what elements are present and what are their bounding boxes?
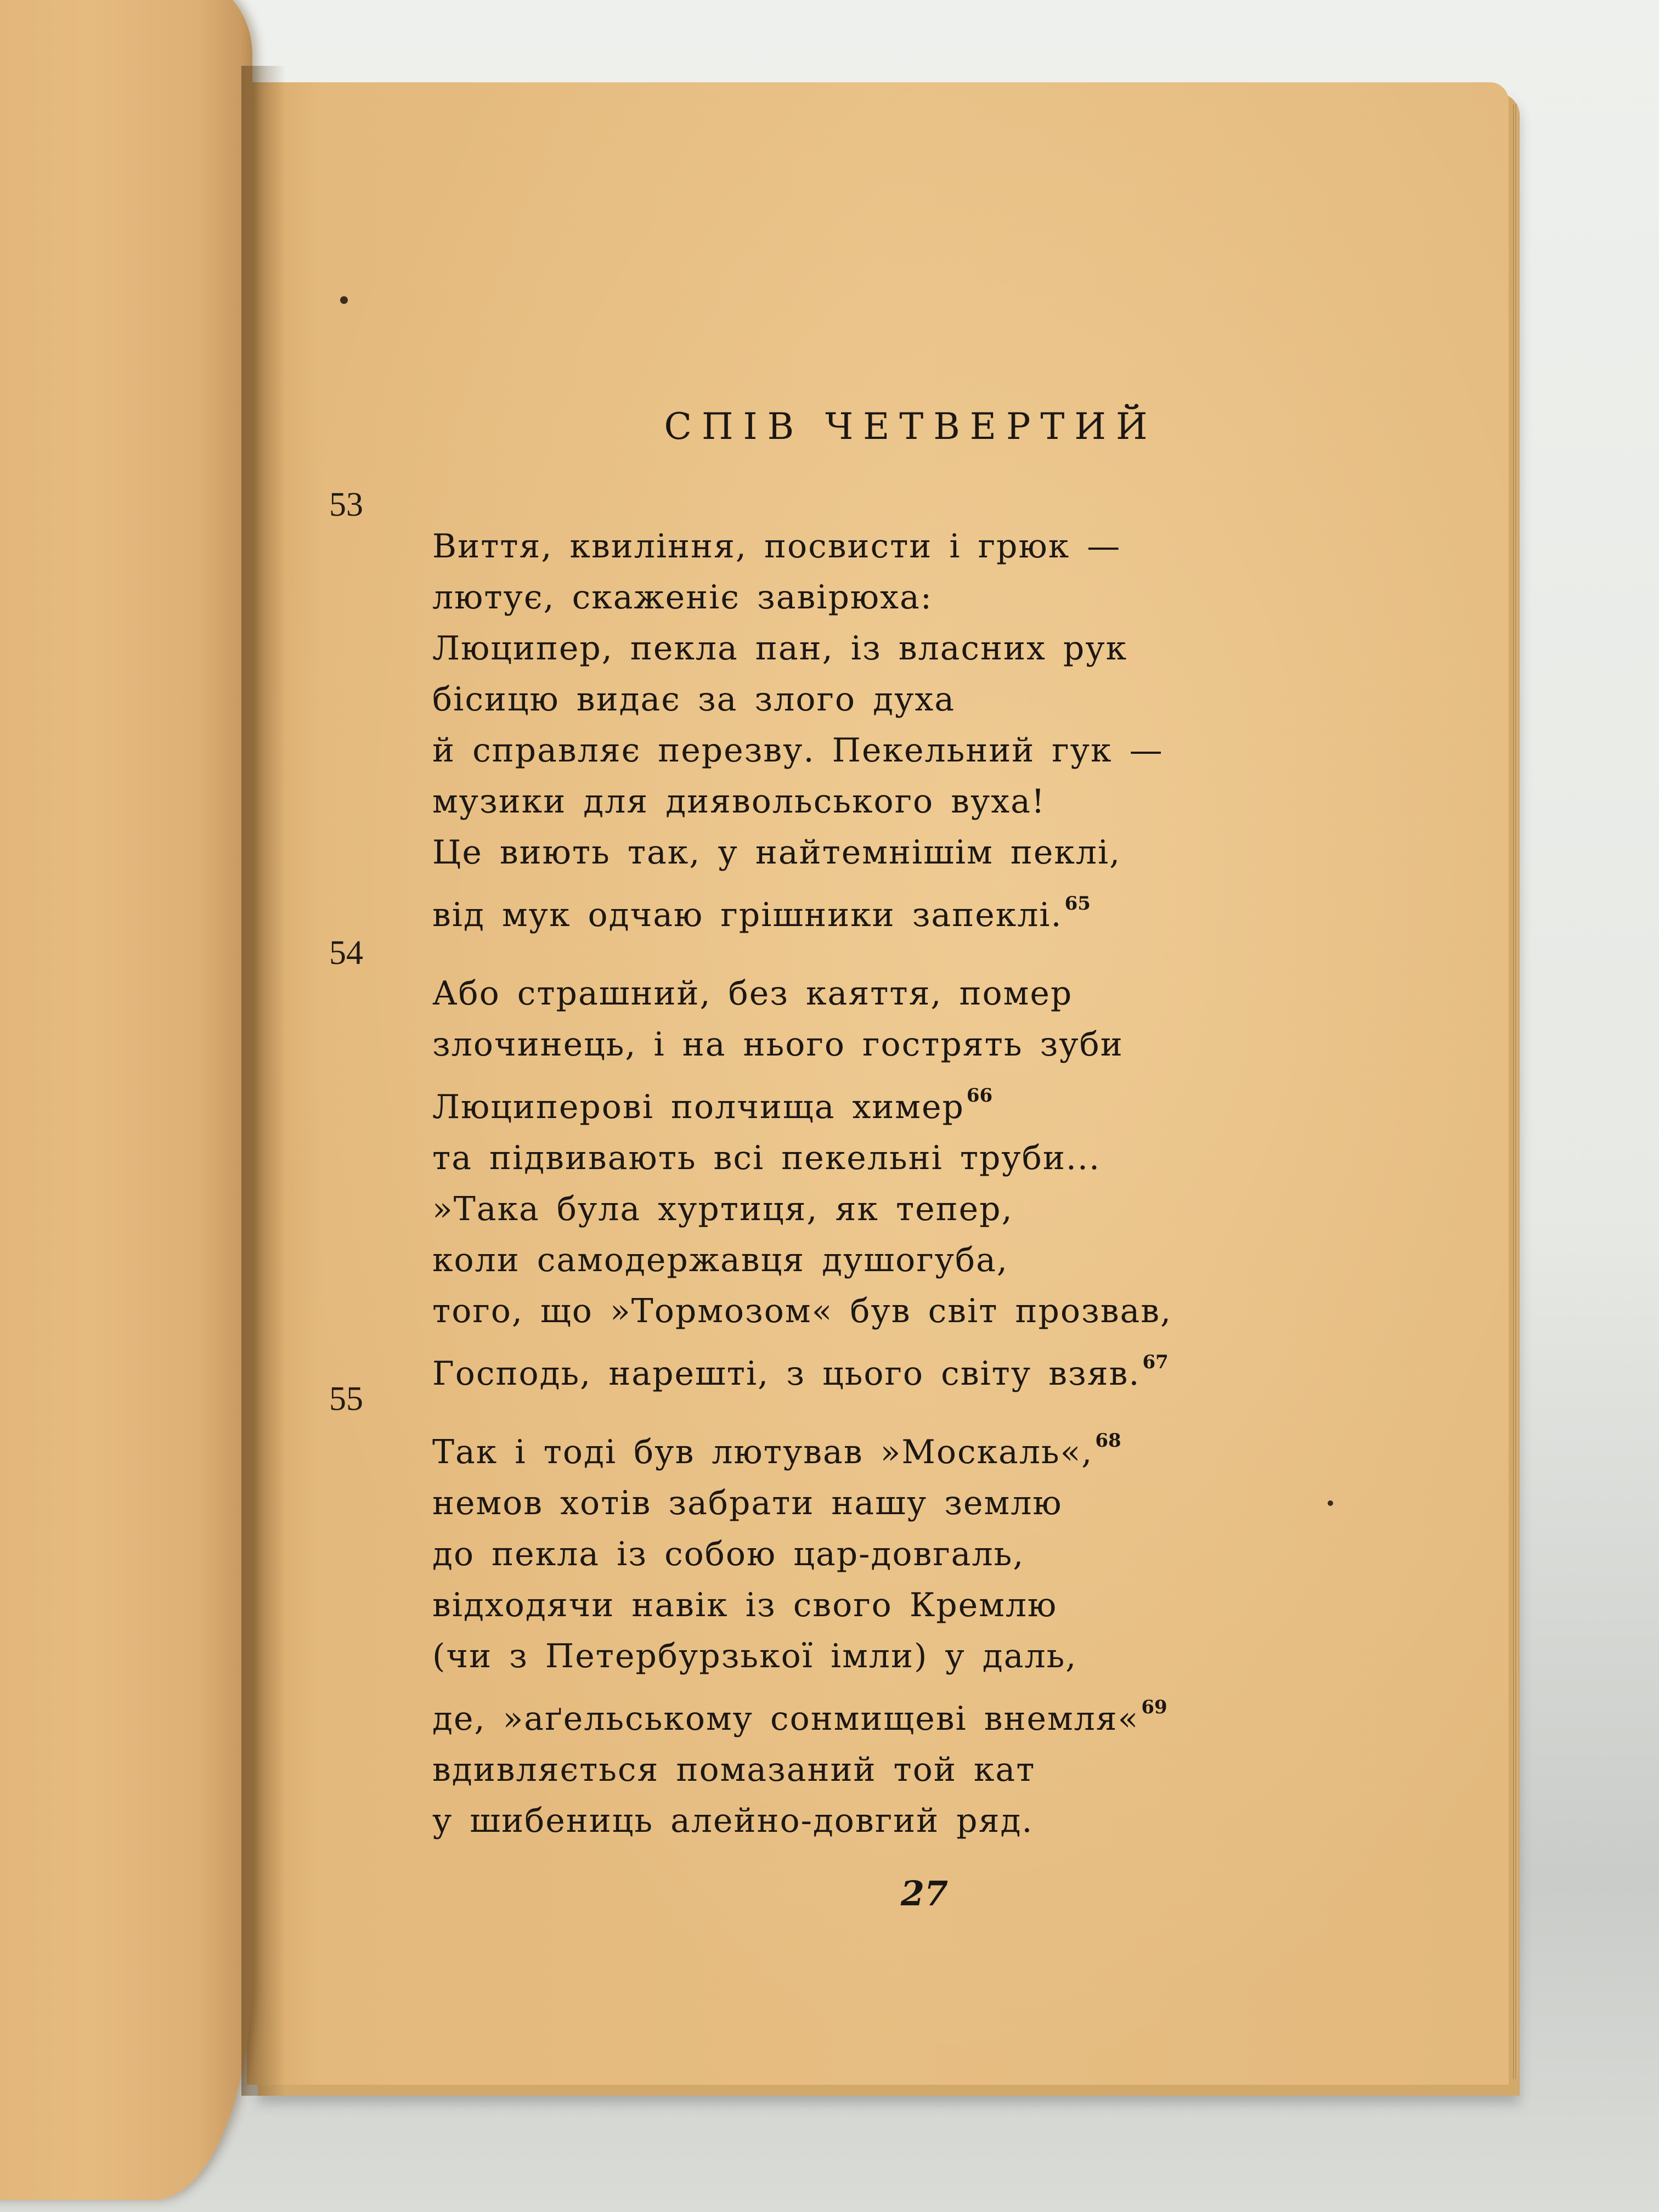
verse-line: вдивляється помазаний той кат [432,1751,1036,1789]
verse-line: відходячи навік із свого Кремлю [432,1586,1058,1624]
stanza-number: 54 [329,934,363,972]
footnote-marker[interactable]: 66 [966,1085,993,1107]
book-page [247,82,1509,2085]
paper-speck [340,296,348,304]
verse-line: Люципер, пекла пан, із власних рук [432,629,1128,668]
section-title: СПІВ ЧЕТВЕРТИЙ [664,405,1158,448]
verse-line: у шибениць алейно-довгий ряд. [432,1802,1034,1840]
page-number: 27 [900,1874,949,1914]
verse-line: й справляє перезву. Пекельний гук — [432,731,1164,770]
verse-line: Або страшний, без каяття, помер [432,974,1073,1013]
verse-line: музики для диявольського вуха! [432,782,1046,821]
verse-line: коли самодержавця душогуба, [432,1241,1008,1279]
book-gutter-shadow [241,66,285,2096]
verse-line: того, що »Тормозом« був світ прозвав, [432,1292,1172,1330]
verse-line: до пекла із собою цар-довгаль, [432,1535,1025,1573]
verse-line: »Така була хуртиця, як тепер, [432,1190,1013,1228]
verse-line: та підвивають всі пекельні труби... [432,1139,1101,1177]
stanza-53 [432,521,1164,941]
stanza-number: 55 [329,1380,363,1418]
footnote-marker[interactable]: 69 [1141,1696,1167,1718]
verse-line: бісицю видає за злого духа [432,680,955,719]
verse-line: Це виють так, у найтемнішім пеклі, [432,833,1121,872]
left-page-edge [0,0,252,2200]
verse-line: Так і тоді був лютував »Москаль«, $^{68}$ [432,1430,1121,1471]
verse-line: немов хотів забрати нашу землю [432,1484,1063,1522]
verse-line: від мук одчаю грішники запеклі. $^{65}$ [432,893,1091,934]
verse-line: Господь, нарешті, з цього світу взяв. $^{67}$ [432,1351,1169,1393]
verse-line: Люциперові полчища химер $^{66}$ [432,1085,993,1126]
footnote-marker[interactable]: 65 [1064,893,1091,915]
footnote-marker[interactable]: 68 [1095,1430,1121,1452]
footnote-marker[interactable]: 67 [1142,1351,1169,1373]
verse-line: злочинець, і на нього гострять зуби [432,1025,1124,1064]
paper-speck [1328,1500,1333,1506]
page-text [247,82,1509,2085]
verse-line: Виття, квиління, посвисти і грюк — [432,527,1121,566]
verse-line: (чи з Петербурзької імли) у даль, [432,1637,1077,1675]
stanza-number: 53 [329,486,363,523]
stanza-54 [432,968,1172,1400]
verse-line: де, »аґельському сонмищеві внемля« $^{69}$ [432,1696,1167,1738]
verse-line: лютує, скаженіє завірюха: [432,578,933,617]
stanza-55 [432,1415,1167,1847]
